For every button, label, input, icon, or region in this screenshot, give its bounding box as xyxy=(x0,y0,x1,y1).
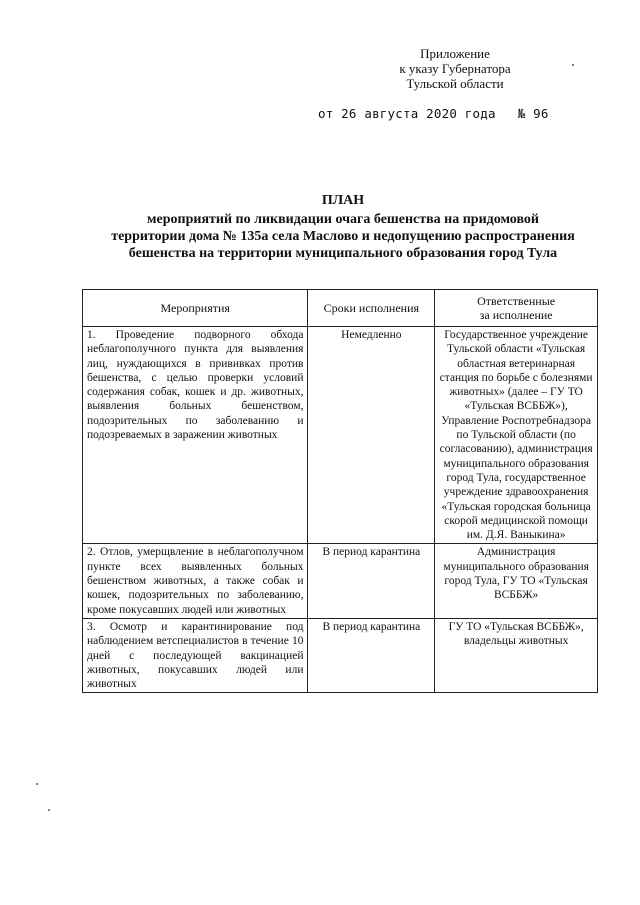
measures-table xyxy=(82,289,598,693)
row-1-term: Немедленно xyxy=(308,327,435,544)
row-3-measure: 3. Осмотр и карантинирование под наблюдением ветспециалистов в течение 10 дней с последующей вакцинацией животных, покусавших людей или животных xyxy=(83,618,308,692)
row-2-responsible: Администрация муниципального образования город Тула, ГУ ТО «Тульская ВСББЖ» xyxy=(435,544,598,618)
appendix-decree-ref: к указу Губернатора xyxy=(399,61,511,76)
decree-number: № 96 xyxy=(517,106,549,121)
title-line-2: территории дома № 135а села Маслово и недопущению распространения xyxy=(111,229,575,244)
scan-speck xyxy=(36,783,38,785)
decree-date: от 26 августа 2020 года xyxy=(318,106,496,121)
table-row xyxy=(83,618,598,692)
title-plan: ПЛАН xyxy=(321,193,365,208)
document-title xyxy=(88,192,598,262)
header-measures: Мероприятия xyxy=(83,290,308,327)
title-line-3: бешенства на территории муниципального образования город Тула xyxy=(128,246,558,261)
decree-date-number xyxy=(318,106,549,121)
row-2-term: В период карантина xyxy=(308,544,435,618)
header-responsible-line-1: Ответственные xyxy=(477,294,556,308)
header-responsible xyxy=(435,290,598,327)
header-responsible-line-2: за исполнение xyxy=(479,308,553,322)
header-terms: Сроки исполнения xyxy=(308,290,435,327)
table-row xyxy=(83,327,598,544)
scan-speck xyxy=(572,64,574,66)
title-line-1: мероприятий по ликвидации очага бешенства на придомовой xyxy=(146,212,539,227)
row-3-term: В период карантина xyxy=(308,618,435,692)
row-1-measure: 1. Проведение подворного обхода неблагополучного пункта для выявления лиц, нуждающихся в прививках против бешенства, с целью проверки условий содержания собак, кошек и др. животных, выявления больных бешенством, подозрительных по заболеванию и подозреваемых в заражении животных xyxy=(83,327,308,544)
appendix-label: Приложение xyxy=(420,46,490,61)
appendix-region: Тульской области xyxy=(406,76,504,91)
table-row xyxy=(83,544,598,618)
scan-speck xyxy=(48,809,50,811)
row-1-responsible: Государственное учреждение Тульской области «Тульская областная ветеринарная станция по борьбе с болезнями животных» (далее – ГУ ТО «Тульская ВСББЖ»), Управление Роспотребнадзора по Тульской области (по согласованию), администрация муниципального образования город Тула, государственное учреждение здравоохранения «Тульская городская больница скорой медицинской помощи им. Д.Я. Ваныкина» xyxy=(435,327,598,544)
table-header-row xyxy=(83,290,598,327)
row-2-measure: 2. Отлов, умерщвление в неблагополучном пункте всех выявленных больных бешенством животных, а также собак и кошек, подозрительных по заболеванию, кроме покусавших людей или животных xyxy=(83,544,308,618)
appendix-header xyxy=(360,46,550,91)
row-3-responsible: ГУ ТО «Тульская ВСББЖ», владельцы животных xyxy=(435,618,598,692)
